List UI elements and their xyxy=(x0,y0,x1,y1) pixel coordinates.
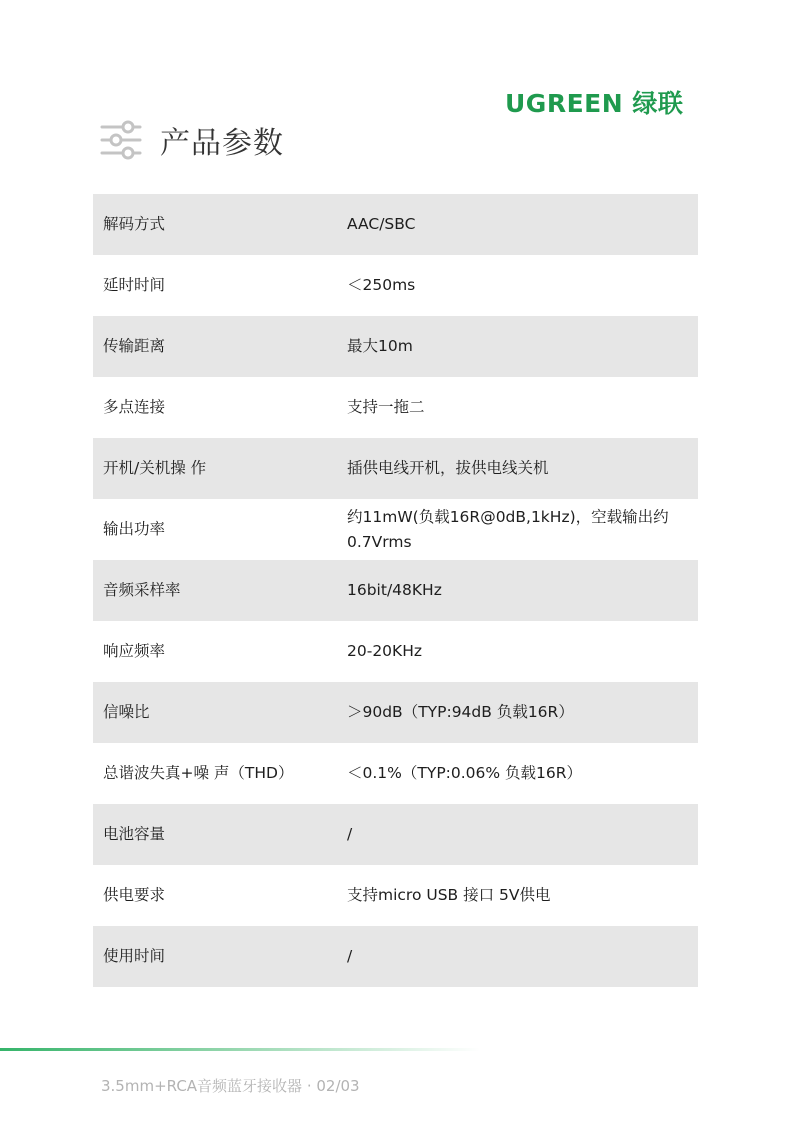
spec-value: ＜250ms xyxy=(347,276,416,294)
spec-value: 20-20KHz xyxy=(347,642,422,660)
spec-value: 插供电线开机，拔供电线关机 xyxy=(335,438,698,499)
spec-label: 解码方式 xyxy=(93,194,335,255)
spec-value: ＜0.1%（TYP:0.06% 负载16R） xyxy=(347,764,583,782)
table-row xyxy=(93,438,698,499)
table-row xyxy=(93,682,698,743)
spec-value: 最大10m xyxy=(335,316,698,377)
spec-label: 音频采样率 xyxy=(93,560,335,621)
table-row xyxy=(93,499,698,560)
spec-label: 使用时间 xyxy=(93,926,335,987)
spec-label: 总谐波失真+噪 声（THD） xyxy=(103,764,294,782)
spec-value: ＞90dB（TYP:94dB 负载16R） xyxy=(335,682,698,743)
spec-value: 支持一拖二 xyxy=(347,398,425,416)
table-row xyxy=(93,194,698,255)
spec-value: / xyxy=(335,804,698,865)
page-footer: 3.5mm+RCA音频蓝牙接收器 · 02/03 xyxy=(101,1077,360,1095)
brand-logo: UGREEN 绿联 xyxy=(505,89,684,118)
spec-label: 响应频率 xyxy=(103,642,166,660)
spec-table xyxy=(93,194,698,987)
spec-label: 开机/关机操 作 xyxy=(93,438,335,499)
table-row xyxy=(93,743,698,804)
spec-label: 供电要求 xyxy=(103,886,166,904)
table-row xyxy=(93,865,698,926)
section-heading xyxy=(100,118,284,162)
spec-value: / xyxy=(335,926,698,987)
table-row xyxy=(93,804,698,865)
sliders-icon xyxy=(100,120,142,160)
spec-label: 延时时间 xyxy=(103,276,166,294)
table-row xyxy=(93,316,698,377)
spec-value: AAC/SBC xyxy=(335,194,698,255)
table-row xyxy=(93,377,698,438)
spec-label: 输出功率 xyxy=(103,520,166,538)
table-row xyxy=(93,621,698,682)
table-row xyxy=(93,926,698,987)
table-row xyxy=(93,255,698,316)
spec-value: 支持micro USB 接口 5V供电 xyxy=(347,886,551,904)
spec-label: 多点连接 xyxy=(103,398,166,416)
spec-value: 16bit/48KHz xyxy=(335,560,698,621)
table-row xyxy=(93,560,698,621)
page-title: 产品参数 xyxy=(160,126,284,161)
spec-label: 信噪比 xyxy=(93,682,335,743)
spec-label: 传输距离 xyxy=(93,316,335,377)
spec-label: 电池容量 xyxy=(93,804,335,865)
footer-divider xyxy=(0,1048,480,1051)
spec-value: 约11mW(负载16R@0dB,1kHz)，空载输出约0.7Vrms xyxy=(347,507,669,551)
